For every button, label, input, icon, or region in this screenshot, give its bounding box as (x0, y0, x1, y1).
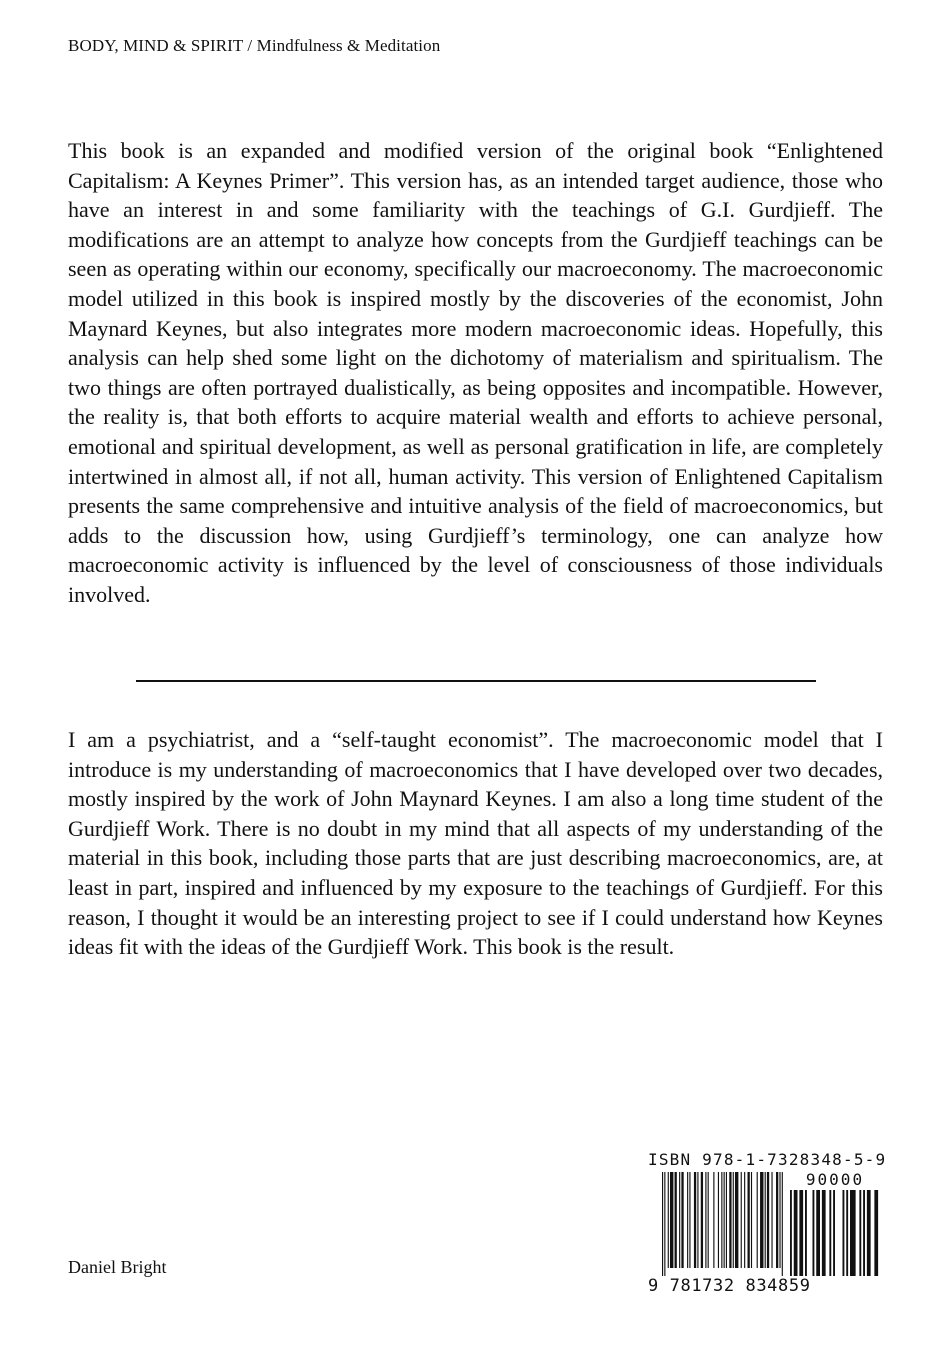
barcode-bar (748, 1172, 750, 1268)
barcode-bar (726, 1172, 727, 1268)
barcode-bar (687, 1172, 688, 1268)
barcode-bar (744, 1172, 745, 1268)
ean-barcode-bars (662, 1172, 784, 1276)
barcode-bar (670, 1172, 673, 1268)
barcode-bar (874, 1190, 878, 1276)
barcode-bar (721, 1172, 722, 1268)
barcode-bar (757, 1172, 758, 1268)
barcode-bar (863, 1190, 865, 1276)
barcode-bar (751, 1172, 752, 1268)
barcode-bar (805, 1190, 807, 1276)
barcode-bar (733, 1172, 734, 1268)
barcode-bar (779, 1172, 780, 1268)
barcode-bar (708, 1172, 709, 1268)
barcode-bar (767, 1172, 769, 1268)
barcode-bar (694, 1172, 696, 1268)
isbn-barcode (648, 1150, 887, 1300)
author-bio: I am a psychiatrist, and a “self-taught economist”. The macroeconomic model that I introduce is my understanding of macroeconomics that I have developed over two decades, mostly inspired by the work of John Maynard Keynes. I am also a long time student of the Gurdjieff Work. There is no doubt in my mind that all aspects of my understanding of the material in this book, including those parts that are just describing macroeconomics, are, at least in part, inspired and influenced by my exposure to the teachings of Gurdjieff. For this reason, I thought it would be an interesting project to see if I could understand how Keynes ideas fit with the ideas of the Gurdjieff Work. This book is the result. (68, 727, 883, 960)
barcode-bar (799, 1190, 803, 1276)
barcode-bar (771, 1172, 772, 1268)
addon-barcode-bars (790, 1190, 880, 1276)
barcode-bar (679, 1172, 680, 1268)
barcode-bar (729, 1172, 731, 1268)
barcode-bar (664, 1172, 665, 1276)
barcode-bar (776, 1172, 778, 1268)
barcode-bar (724, 1172, 725, 1268)
barcode-bar (782, 1172, 783, 1276)
barcode-bar (718, 1172, 719, 1268)
barcode-bar (813, 1190, 815, 1276)
barcode-bar (859, 1190, 861, 1276)
divider-rule (136, 680, 816, 682)
barcode-bar (822, 1190, 826, 1276)
barcode-bar (675, 1172, 677, 1268)
barcode-bar (833, 1190, 835, 1276)
barcode-bar (867, 1190, 871, 1276)
author-name: Daniel Bright (68, 1257, 167, 1277)
barcode-bar (846, 1190, 848, 1276)
barcode-bar (760, 1172, 763, 1268)
barcode-bar (662, 1172, 663, 1276)
barcode-bar (816, 1190, 820, 1276)
isbn-label: ISBN 978-1-7328348-5-9 (648, 1150, 887, 1169)
barcode-bar (668, 1172, 669, 1268)
barcode-bar (765, 1172, 766, 1268)
barcode-bar (689, 1172, 690, 1268)
barcode-bar (794, 1190, 798, 1276)
barcode-bar (681, 1172, 683, 1268)
barcode-bar (713, 1172, 714, 1268)
barcode-bar (850, 1190, 856, 1276)
barcode-bar (697, 1172, 698, 1268)
barcode-bar (701, 1172, 703, 1268)
barcode-bar (843, 1190, 845, 1276)
book-description: This book is an expanded and modified version of the original book “Enlightened Capitalism: A Keynes Primer”. This version has, as an intended target audience, those who have an interest in and some familiarity with the teachings of G.I. Gurdjieff. The modifications are an attempt to analyze how concepts from the Gurdjieff teachings can be seen as operating within our economy, specifically our macroeconomy. The macroeconomic model utilized in this book is inspired mostly by the discoveries of the economist, John Maynard Keynes, but also integrates more modern macroeconomic ideas. Hopefully, this analysis can help shed some light on the dichotomy of materialism and spiritualism. The two things are often portrayed dualistically, as being opposites and incompatible. However, the reality is, that both efforts to acquire material wealth and efforts to achieve personal, emotional and spiritual development, as well as personal gratification in life, are completely intertwined in almost all, if not all, human activity. This version of Enlightened Capitalism presents the same comprehensive and intuitive analysis of the field of macroeconomics, but adds to the discussion how, using Gurdjieff’s terminology, one can analyze how macroeconomic activity is influenced by the level of consciousness of those individuals involved. (68, 138, 883, 607)
barcode-bar (705, 1172, 706, 1268)
price-addon-digits: 90000 (805, 1170, 865, 1189)
category-label: BODY, MIND & SPIRIT / Mindfulness & Meditation (68, 36, 441, 55)
barcode-bar (735, 1172, 738, 1268)
barcode-bar (741, 1172, 742, 1268)
barcode-bar (790, 1190, 792, 1276)
ean-digits: 9 781732 834859 (648, 1276, 811, 1296)
barcode-bar (829, 1190, 831, 1276)
